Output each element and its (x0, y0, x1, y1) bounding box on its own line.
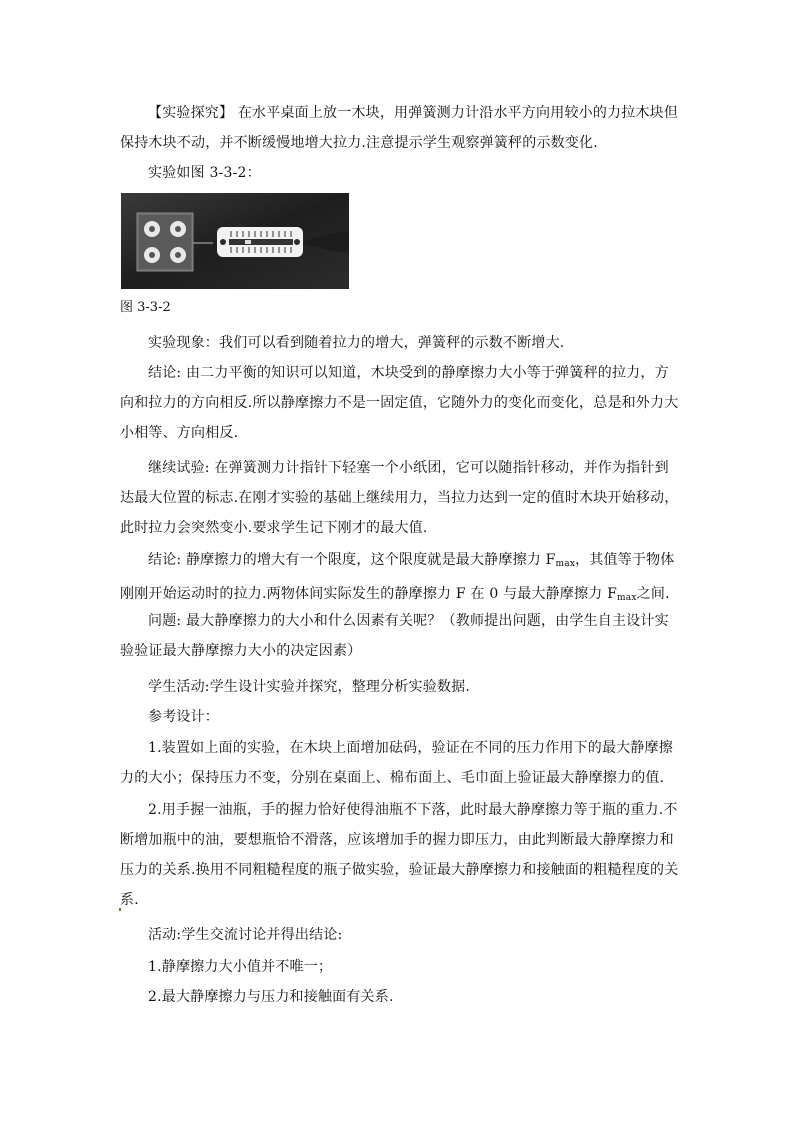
paragraph-question: 问题: 最大静摩擦力的大小和什么因素有关呢？（教师提出问题，由学生自主设计实验验证最大静摩擦力大小的决定因素） (120, 613, 669, 659)
paragraph-conclusion-1: 结论: 由二力平衡的知识可以知道，木块受到的静摩擦力大小等于弹簧秤的拉力，方向和拉力的方向相反.所以静摩擦力不是一固定值，它随外力的变化而变化，总是和外力大小相等、方向相反. (120, 365, 679, 441)
conclusion-2-part-b: ，其值等于物体刚刚开始运动时的拉力.两物体间实际发生的静摩擦力 F 在 0 与最大静摩擦力 F (120, 552, 675, 602)
stray-mark (119, 908, 121, 911)
conclusion-2-part-a: 结论: 静摩擦力的增大有一个限度，这个限度就是最大静摩擦力 F (148, 552, 556, 568)
fmax-subscript-2: max (617, 593, 637, 603)
conclusion-2-part-c: 之间. (636, 586, 670, 602)
paragraph-discussion: 活动:学生交流讨论并得出结论: (148, 927, 343, 943)
conclusion-item-1: 1.静摩擦力大小值并不唯一； (148, 959, 333, 975)
experiment-photo (121, 193, 349, 289)
conclusion-item-2: 2.最大静摩擦力与压力和接触面有关系. (148, 989, 394, 1005)
spring-scale-block-illustration (121, 193, 349, 289)
paragraph-conclusion-2 (120, 545, 680, 613)
paragraph-intro (120, 98, 680, 158)
paragraph-continue-test: 继续试验: 在弹簧测力计指针下轻塞一个小纸团，它可以随指针移动，并作为指针到达最大位置的标志.在刚才实验的基础上继续用力，当拉力达到一定的值时木块开始移动，此时拉力会突然变小.要求学生记下刚才的最大值. (120, 460, 679, 536)
section-label: 【实验探究】 (148, 105, 234, 121)
figure-caption: 图 3-3-2 (120, 300, 171, 315)
paragraph-student-activity: 学生活动:学生设计实验并探究，整理分析实验数据. (148, 679, 470, 695)
figure-reference: 实验如图 3-3-2： (148, 165, 261, 181)
paragraph-design-2: 2.用手握一油瓶，手的握力恰好使得油瓶不下落，此时最大静摩擦力等于瓶的重力.不断增加瓶中的油，要想瓶恰不滑落，应该增加手的握力即压力，由此判断最大静摩擦力和压力的关系.换用不同粗糙程度的瓶子做实验，验证最大静摩擦力和接触面的粗糙程度的关系. (120, 802, 679, 908)
intro-text: 在水平桌面上放一木块，用弹簧测力计沿水平方向用较小的力拉木块但保持木块不动，并不断缓慢地增大拉力.注意提示学生观察弹簧秤的示数变化. (120, 105, 679, 151)
paragraph-reference-design: 参考设计： (148, 709, 219, 725)
paragraph-phenomenon: 实验现象：我们可以看到随着拉力的增大，弹簧秤的示数不断增大. (148, 335, 565, 351)
paragraph-design-1: 1.装置如上面的实验，在木块上面增加砝码，验证在不同的压力作用下的最大静摩擦力的大小；保持压力不变，分别在桌面上、棉布面上、毛巾面上验证最大静摩擦力的值. (120, 740, 673, 786)
fmax-subscript-1: max (555, 559, 576, 569)
